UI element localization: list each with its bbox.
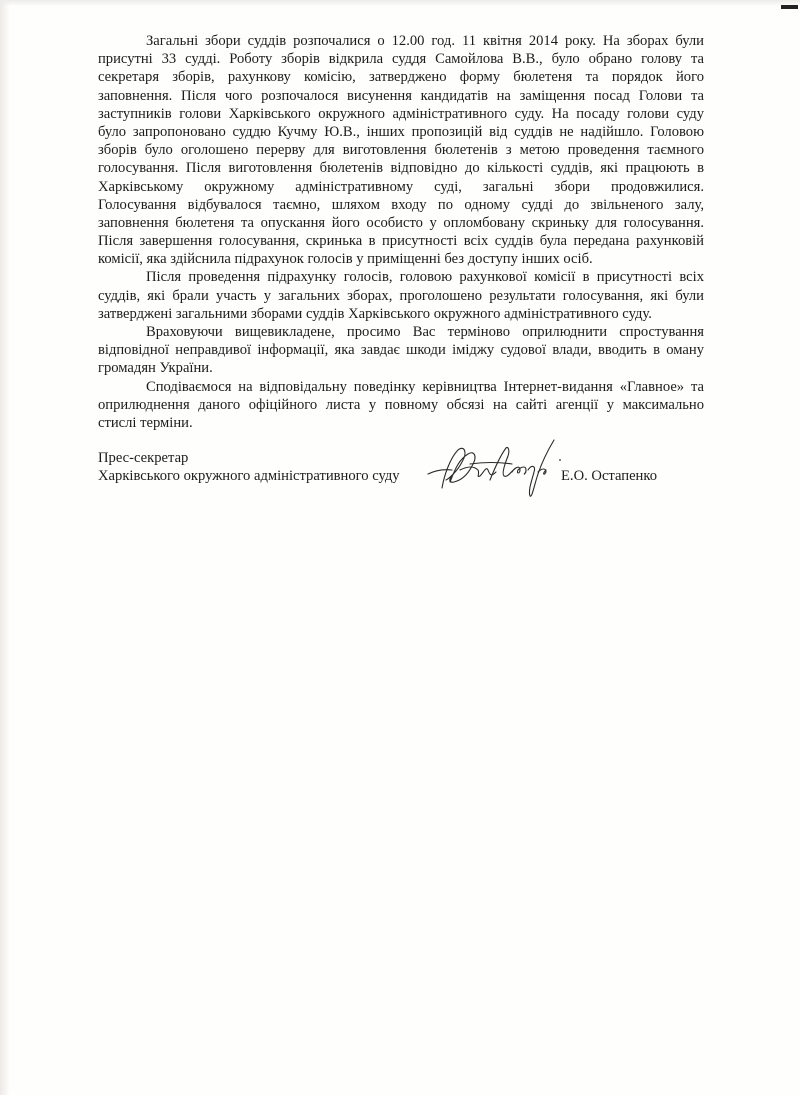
paragraph-1-line-11: заповнення бюлетеня та опускання його особисто у опломбовану скриньку для голосування.: [98, 214, 704, 231]
paragraph-1-line-9: Харківському окружному адміністративному суді, загальні збори продовжилися.: [98, 178, 704, 195]
signature-block: [98, 449, 718, 485]
signature-stroke: [470, 463, 512, 465]
paragraph-1-line-4: заповнення. Після чого розпочалося висунення кандидатів на заміщення посад Голови та: [98, 87, 704, 104]
paragraph-1-line-2: присутні 33 судді. Роботу зборів відкрила суддя Самойлова В.В., було обрано голову та: [98, 51, 704, 68]
paragraph-4-line-1: Сподіваємося на відповідальну поведінку керівництва Інтернет-видання «Главное» та: [146, 378, 704, 395]
scan-edge-shadow-left: [0, 0, 10, 1095]
paragraph-1-line-13: комісії, яка здійснила підрахунок голосів у приміщенні без доступу інших осіб.: [98, 251, 593, 268]
paragraph-2-line-2: суддів, які брали участь у загальних зборах, проголошено результати голосування, які були: [98, 287, 704, 304]
signatory-name: Е.О. Остапенко: [561, 468, 657, 484]
paragraph-1-line-10: Голосування відбувалося таємно, шляхом входу по одному судді до звільненого залу,: [98, 196, 704, 213]
paragraph-1-line-3: секретаря зборів, рахункову комісію, затверджено форму бюлетеня та порядок його: [98, 69, 704, 86]
signature-dot: [559, 459, 561, 461]
paragraph-2-line-1: Після проведення підрахунку голосів, головою рахункової комісії в присутності всіх: [146, 269, 704, 286]
paragraph-1-line-8: голосування. Після виготовлення бюлетенів відповідно до кількості суддів, які працюють в: [98, 160, 704, 177]
paragraph-3-line-2: відповідної неправдивої інформації, яка завдає шкоди іміджу судової влади, вводить в оману: [98, 342, 704, 359]
paragraph-4-line-2: оприлюднення даного офіційного листа у повному обсязі на сайті агенції у максимально: [98, 396, 704, 413]
signature-stroke: [512, 467, 526, 474]
letter-body: [98, 32, 704, 432]
signatory-organization: Харківського окружного адміністративного суду: [98, 468, 400, 485]
signatory-title: Прес-секретар: [98, 450, 189, 466]
paragraph-1-line-6: було запропоновано суддю Кучму Ю.В., інших пропозицій від суддів не надійшло. Головою: [98, 123, 704, 140]
handwritten-signature: [424, 436, 574, 500]
scan-edge-shadow-top: [0, 0, 800, 6]
paragraph-1-line-5: заступників голови Харківського окружного адміністративного суду. На посаду голови суду: [98, 105, 704, 122]
paragraph-1-line-7: зборів було оголошено перерву для виготовлення бюлетенів з метою проведення таємного: [98, 142, 704, 159]
scan-mark: [781, 5, 798, 9]
paragraph-1-line-12: Після завершення голосування, скринька в присутності всіх суддів була передана рахунковій: [98, 233, 704, 250]
paragraph-1-line-1: Загальні збори суддів розпочалися о 12.00 год. 11 квітня 2014 року. На зборах були: [146, 33, 704, 49]
paragraph-3-line-1: Враховуючи вищевикладене, просимо Вас терміново оприлюднити спростування: [146, 324, 704, 340]
signature-stroke: [528, 440, 554, 496]
paragraph-4-line-3: стислі терміни.: [98, 414, 193, 431]
paragraph-3-line-3: громадян України.: [98, 360, 213, 377]
paragraph-2-line-3: затверджені загальними зборами суддів Харківського окружного адміністративного суду.: [98, 305, 652, 322]
signature-stroke: [428, 470, 452, 474]
